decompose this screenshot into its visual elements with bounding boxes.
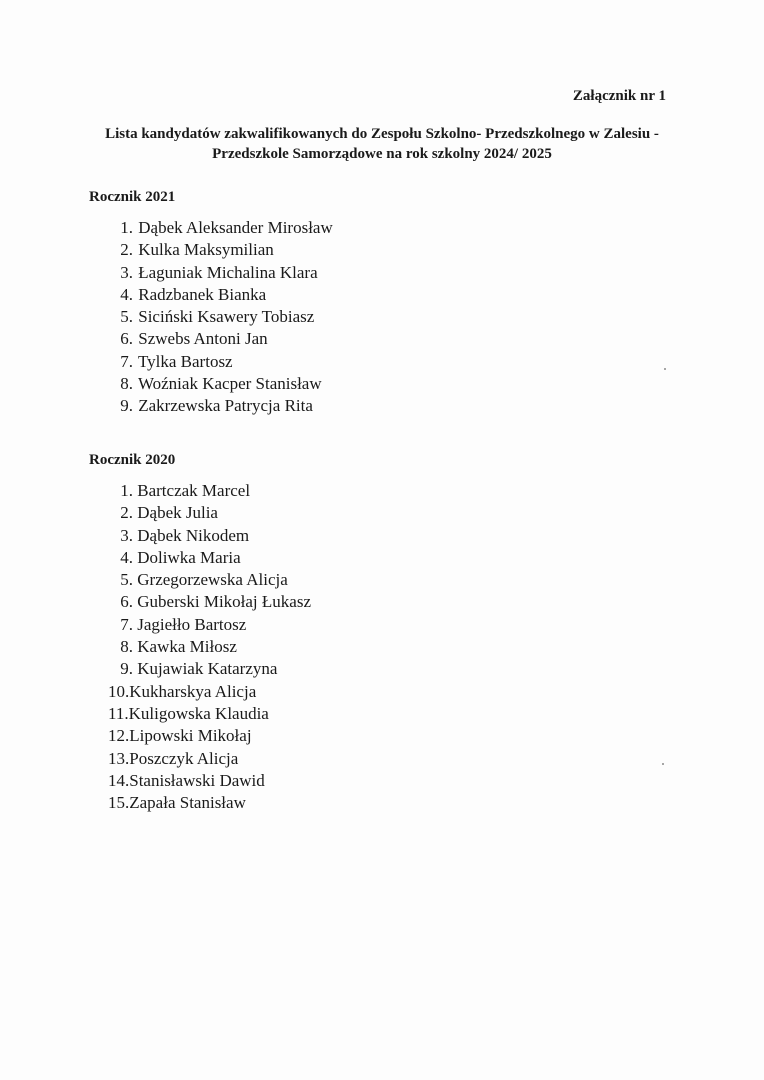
list-item: 8. Woźniak Kacper Stanisław [120,374,322,394]
list-item: 7. Tylka Bartosz [120,351,233,371]
list-item: 13.Poszczyk Alicja [108,748,239,768]
list-item: 3. Dąbek Nikodem [120,525,250,545]
list-item: 15.Zapała Stanisław [108,793,246,813]
list-item: 4. Doliwka Maria [120,547,241,567]
list-item: 1. Bartczak Marcel [120,481,251,500]
list-item: 8. Kawka Miłosz [120,637,237,657]
list-item: 14.Stanisławski Dawid [108,770,265,790]
title-line-1: Lista kandydatów zakwalifikowanych do Zespołu Szkolno- Przedszkolnego w Zalesiu - [105,126,659,142]
scan-speck [662,763,664,765]
scan-speck [664,368,666,370]
list-item: 6. Guberski Mikołaj Łukasz [120,592,311,612]
list-item: 2. Dąbek Julia [120,503,218,523]
list-item: 12.Lipowski Mikołaj [108,726,252,746]
list-item: 4. Radzbanek Bianka [120,284,267,304]
list-item: 5. Siciński Ksawery Tobiasz [120,307,315,327]
list-item: 10.Kukharskya Alicja [108,681,257,701]
list-item: 11.Kuligowska Klaudia [108,703,269,723]
annex-label: Załącznik nr 1 [572,88,666,104]
section-heading-2021: Rocznik 2021 [89,189,176,205]
list-item: 1. Dąbek Aleksander Mirosław [120,218,333,237]
list-item: 7. Jagiełło Bartosz [120,614,247,634]
list-item: 9. Kujawiak Katarzyna [120,659,278,679]
list-item: 5. Grzegorzewska Alicja [120,570,288,590]
section-heading-2020: Rocznik 2020 [89,452,176,468]
candidate-list-2020 [108,480,311,814]
title-line-2: Przedszkole Samorządowe na rok szkolny 2024/ 2025 [212,146,552,162]
candidate-list-2021 [108,217,333,418]
document-title [60,124,704,164]
list-item: 6. Szwebs Antoni Jan [120,329,268,349]
list-item: 3. Łaguniak Michalina Klara [120,262,318,282]
list-item: 9. Zakrzewska Patrycja Rita [120,396,313,416]
list-item: 2. Kulka Maksymilian [120,240,274,260]
